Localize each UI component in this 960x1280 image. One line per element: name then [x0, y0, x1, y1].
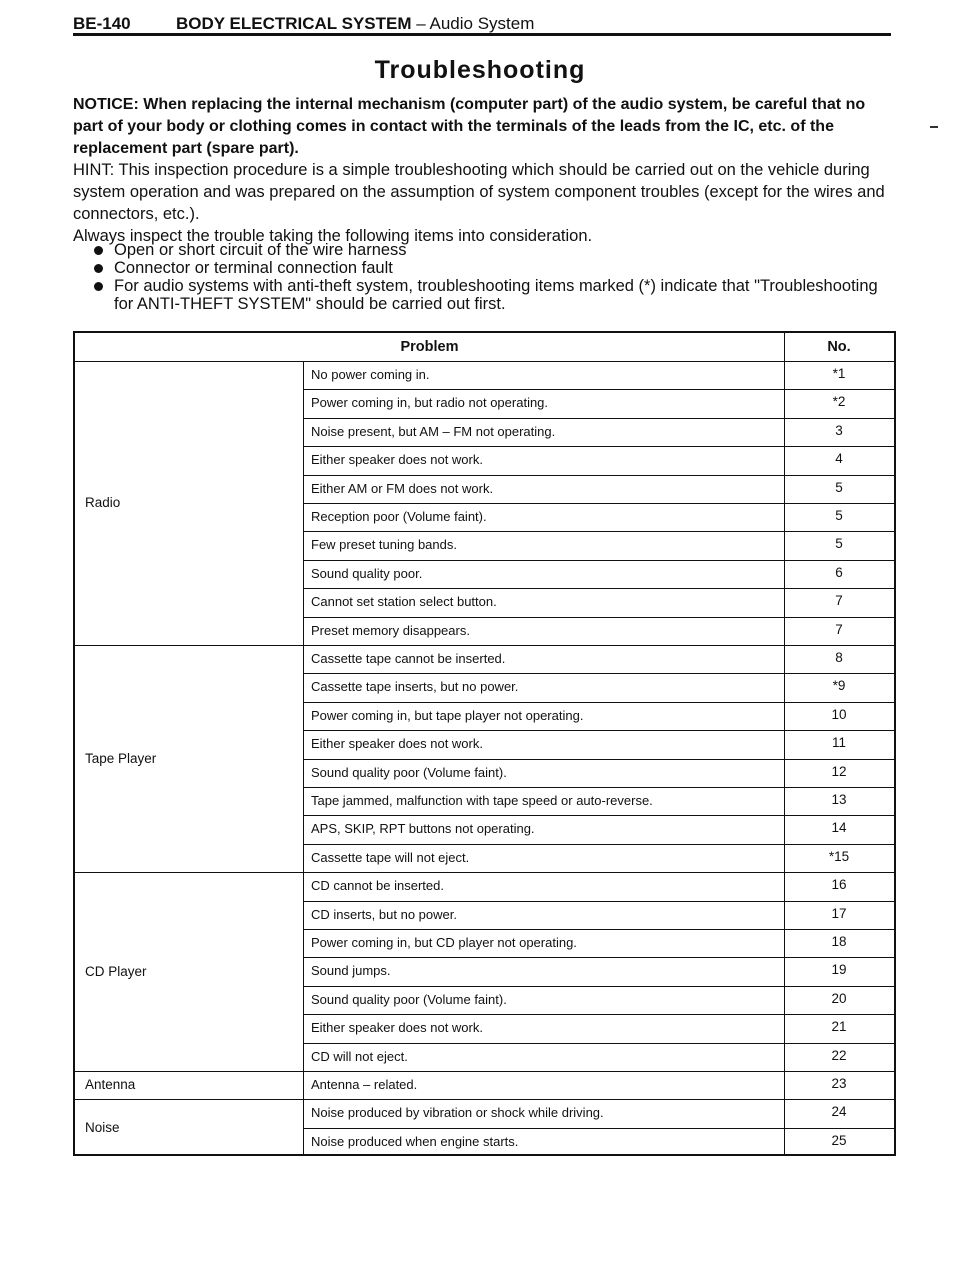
row-divider: [303, 844, 894, 845]
table-cell-category: CD Player: [85, 963, 147, 979]
section-title-sub: – Audio System: [416, 14, 535, 33]
table-cell-problem: CD inserts, but no power.: [311, 906, 457, 922]
table-cell-number: 13: [831, 792, 847, 807]
row-divider: [303, 531, 894, 532]
row-divider: [303, 588, 894, 589]
table-cell-number: 8: [835, 650, 843, 665]
table-cell-number: 4: [835, 451, 843, 467]
table-cell-problem: Cannot set station select button.: [311, 594, 497, 610]
page-title: Troubleshooting: [374, 56, 586, 84]
row-divider: [303, 617, 894, 618]
table-cell-number: 5: [835, 479, 843, 495]
table-cell-number: 16: [831, 877, 847, 893]
table-cell-number: 23: [831, 1076, 847, 1091]
row-divider: [303, 446, 894, 447]
consideration-list: [94, 241, 894, 313]
row-divider: [303, 929, 894, 930]
table-cell-problem: Preset memory disappears.: [311, 622, 470, 638]
table-cell-number: 25: [831, 1132, 847, 1148]
table-cell-number: 5: [835, 508, 843, 523]
row-divider: [303, 503, 894, 504]
table-cell-problem: Few preset tuning bands.: [311, 537, 457, 553]
row-divider: [303, 1043, 894, 1044]
bullet-icon: [94, 246, 103, 255]
row-divider: [75, 1099, 894, 1100]
table-cell-number: 3: [835, 422, 843, 438]
row-divider: [75, 1071, 894, 1072]
hint-paragraph: [73, 159, 898, 247]
list-item: [94, 259, 894, 277]
row-divider: [303, 1128, 894, 1129]
table-cell-number: *9: [832, 678, 846, 694]
notice-paragraph: NOTICE: When replacing the internal mechanism (computer part) of the audio system, be careful that no part of your body or clothing comes in contact with the terminals of the leads from the IC, etc. of the replacement part (spare part).: [73, 96, 866, 157]
header-divider: [75, 361, 894, 362]
table-cell-problem: Reception poor (Volume faint).: [311, 509, 487, 524]
table-cell-problem: Cassette tape inserts, but no power.: [311, 679, 519, 695]
table-cell-problem: Either AM or FM does not work.: [311, 480, 494, 496]
table-cell-number: 20: [831, 990, 847, 1006]
table-cell-number: *1: [832, 366, 846, 381]
table-cell-problem: Either speaker does not work.: [311, 1020, 483, 1036]
row-divider: [303, 702, 894, 703]
row-divider: [303, 730, 894, 731]
table-cell-number: 11: [831, 735, 846, 751]
table-cell-problem: Power coming in, but tape player not operating.: [311, 707, 584, 723]
table-cell-problem: CD will not eject.: [311, 1048, 408, 1064]
hint-text: HINT: This inspection procedure is a simple troubleshooting which should be carried out on the vehicle during system operation and was prepared on the assumption of system component troubles (except for the wires and connectors, etc.).: [73, 161, 885, 223]
section-title-main: BODY ELECTRICAL SYSTEM: [176, 14, 412, 33]
header-rule: [73, 33, 891, 36]
row-divider: [303, 418, 894, 419]
table-cell-number: *2: [832, 394, 846, 410]
table-cell-problem: Noise present, but AM – FM not operating.: [311, 423, 556, 439]
table-cell-problem: Tape jammed, malfunction with tape speed or auto-reverse.: [311, 793, 653, 808]
table-cell-number: 17: [831, 905, 847, 921]
row-divider: [303, 475, 894, 476]
table-cell-problem: Cassette tape will not eject.: [311, 849, 470, 865]
column-header-problem: Problem: [400, 339, 459, 355]
table-cell-problem: Noise produced by vibration or shock while driving.: [311, 1105, 604, 1121]
table-cell-number: 7: [835, 593, 843, 609]
table-cell-problem: Sound quality poor (Volume faint).: [311, 991, 507, 1007]
row-divider: [75, 645, 894, 646]
troubleshooting-table: [73, 331, 896, 1156]
table-cell-problem: Sound quality poor.: [311, 565, 423, 581]
section-title: [176, 14, 534, 34]
table-cell-number: 6: [835, 564, 843, 580]
column-header-no: No.: [827, 339, 851, 355]
table-cell-problem: CD cannot be inserted.: [311, 878, 444, 894]
table-cell-number: 5: [835, 536, 843, 552]
table-cell-number: 24: [831, 1104, 847, 1120]
table-cell-number: 22: [831, 1047, 847, 1063]
table-cell-problem: Sound jumps.: [311, 963, 391, 979]
page-number: BE-140: [73, 14, 131, 33]
table-cell-number: 21: [831, 1019, 847, 1035]
row-divider: [303, 787, 894, 788]
table-cell-category: Noise: [85, 1119, 120, 1135]
table-cell-number: 14: [831, 820, 847, 836]
table-cell-problem: Antenna – related.: [311, 1077, 418, 1092]
table-cell-problem: Power coming in, but CD player not operating.: [311, 935, 577, 950]
table-cell-problem: Sound quality poor (Volume faint).: [311, 764, 507, 780]
row-divider: [303, 986, 894, 987]
table-cell-problem: Power coming in, but radio not operating.: [311, 395, 549, 411]
list-item-text: Connector or terminal connection fault: [114, 259, 393, 277]
row-divider: [303, 815, 894, 816]
hint-followup: Always inspect the trouble taking the following items into consideration.: [73, 227, 593, 245]
table-cell-category: Tape Player: [85, 750, 157, 766]
list-item: [94, 277, 894, 313]
list-item-text: For audio systems with anti-theft system, troubleshooting items marked (*) indicate that "Troubleshooting for ANTI-THEFT SYSTEM" should be carried out first.: [114, 277, 878, 313]
row-divider: [303, 1014, 894, 1015]
table-cell-number: 19: [831, 962, 847, 978]
row-divider: [303, 901, 894, 902]
table-cell-problem: Cassette tape cannot be inserted.: [311, 651, 506, 666]
row-divider: [303, 759, 894, 760]
table-cell-number: 18: [831, 934, 847, 949]
table-cell-number: 7: [835, 621, 843, 637]
table-cell-number: 10: [831, 706, 847, 722]
row-divider: [303, 957, 894, 958]
table-cell-number: *15: [828, 848, 850, 864]
margin-mark: [930, 126, 938, 128]
table-cell-problem: No power coming in.: [311, 367, 430, 382]
table-cell-number: 12: [831, 763, 847, 779]
table-cell-problem: Noise produced when engine starts.: [311, 1133, 519, 1149]
table-cell-category: Antenna: [85, 1077, 136, 1093]
table-cell-problem: Either speaker does not work.: [311, 736, 483, 752]
table-cell-category: Radio: [85, 495, 121, 510]
list-item-text: Open or short circuit of the wire harness: [114, 241, 407, 259]
bullet-icon: [94, 282, 103, 291]
list-item: [94, 241, 894, 259]
row-divider: [75, 872, 894, 873]
row-divider: [303, 389, 894, 390]
table-cell-problem: APS, SKIP, RPT buttons not operating.: [311, 821, 535, 837]
row-divider: [303, 673, 894, 674]
row-divider: [303, 560, 894, 561]
bullet-icon: [94, 264, 103, 273]
table-cell-problem: Either speaker does not work.: [311, 452, 483, 468]
